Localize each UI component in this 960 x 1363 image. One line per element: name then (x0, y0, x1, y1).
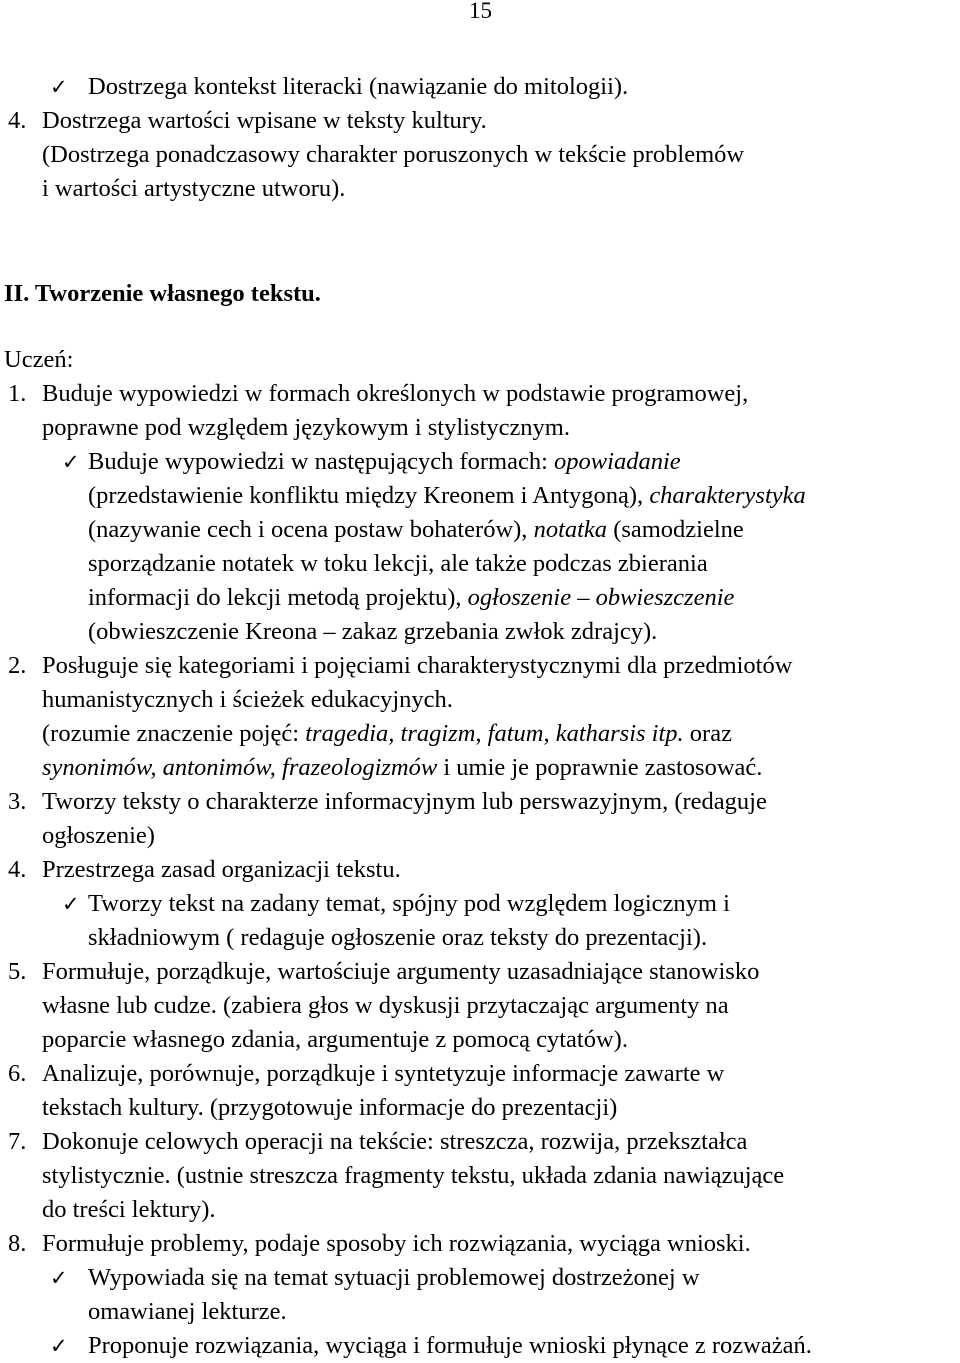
item-number: 8. (8, 1230, 27, 1257)
item-number: 6. (8, 1060, 27, 1087)
page-number: 15 (469, 0, 492, 23)
list-item-2 (0, 649, 792, 785)
item-text: Formułuje, porządkuje, wartościuje argumenty uzasadniające stanowisko (42, 958, 760, 985)
sub-italic-term: notatka (533, 516, 608, 543)
sub-text: (nazywanie cech i ocena postaw bohaterów), (88, 516, 534, 543)
intro-check-item (0, 70, 628, 104)
sub-italic-term: opowiadanie (554, 448, 681, 475)
sub-text: (przedstawienie konfliktu między Kreonem i Antygoną), (88, 482, 650, 509)
student-label-text: Uczeń: (4, 346, 74, 373)
sub-text-line: (obwieszczenie Kreona – zakaz grzebania zwłok zdrajcy). (88, 618, 658, 645)
sub-text: Buduje wypowiedzi w następujących formach: (88, 448, 555, 475)
sub-text-line: składniowym ( redaguje ogłoszenie oraz teksty do prezentacji). (88, 924, 708, 951)
item-text: i umie je poprawnie zastosować. (437, 754, 763, 781)
list-item-1 (0, 377, 748, 445)
item-text-line: poprawne pod względem językowym i stylistycznym. (42, 414, 570, 441)
checkmark-icon: ✓ (50, 1266, 68, 1290)
list-item-8 (0, 1227, 751, 1261)
sub-italic-term: ogłoszenie – obwieszczenie (467, 584, 735, 611)
item-text-line: tekstach kultury. (przygotowuje informacje do prezentacji) (42, 1094, 618, 1121)
item-text: Dostrzega wartości wpisane w teksty kultury. (42, 107, 487, 134)
item-number: 4. (8, 107, 27, 134)
item-text-line: do treści lektury). (42, 1196, 216, 1223)
sub-text-line: Wypowiada się na temat sytuacji problemowej dostrzeżonej w (88, 1264, 700, 1291)
sub-italic-term: charakterystyka (649, 482, 806, 509)
list-item-6 (0, 1057, 724, 1125)
item-number: 3. (8, 788, 27, 815)
item-number: 4. (8, 856, 27, 883)
intro-check-text: Dostrzega kontekst literacki (nawiązanie do mitologii). (88, 73, 629, 100)
item-text: Dokonuje celowych operacji na tekście: streszcza, rozwija, przekształca (42, 1128, 748, 1155)
item-text-line: (Dostrzega ponadczasowy charakter poruszonych w tekście problemów (42, 141, 745, 168)
student-label (0, 343, 73, 377)
item-number: 5. (8, 958, 27, 985)
list-item-8-sub-2 (0, 1329, 812, 1363)
item-text: Formułuje problemy, podaje sposoby ich rozwiązania, wyciąga wnioski. (42, 1230, 751, 1257)
item-text-line: poparcie własnego zdania, argumentuje z pomocą cytatów). (42, 1026, 628, 1053)
item-text-line: stylistycznie. (ustnie streszcza fragmenty tekstu, układa zdania nawiązujące (42, 1162, 785, 1189)
item-number: 2. (8, 652, 27, 679)
sub-text-line: omawianej lekturze. (88, 1298, 287, 1325)
item-text-line: i wartości artystyczne utworu). (42, 175, 346, 202)
sub-text: (samodzielne (607, 516, 744, 543)
item-text-line: humanistycznych i ścieżek edukacyjnych. (42, 686, 453, 713)
item-text: Tworzy teksty o charakterze informacyjnym lub perswazyjnym, (redaguje (42, 788, 767, 815)
checkmark-icon: ✓ (50, 75, 68, 99)
item-text-line: własne lub cudze. (zabiera głos w dyskusji przytaczając argumenty na (42, 992, 729, 1019)
item-number: 1. (8, 380, 27, 407)
heading-text: II. Tworzenie własnego tekstu. (4, 280, 321, 307)
item-text: Posługuje się kategoriami i pojęciami charakterystycznymi dla przedmiotów (42, 652, 793, 679)
sub-text-line: Proponuje rozwiązania, wyciąga i formułuje wnioski płynące z rozważań. (88, 1332, 812, 1359)
item-text: (rozumie znaczenie pojęć: (42, 720, 306, 747)
checkmark-icon: ✓ (50, 1334, 68, 1358)
italic-terms: synonimów, antonimów, frazeologizmów (42, 754, 438, 781)
checkmark-icon: ✓ (62, 450, 80, 474)
item-text: oraz (683, 720, 732, 747)
italic-terms: tragedia, tragizm, fatum, katharsis itp. (305, 720, 684, 747)
item-text: Buduje wypowiedzi w formach określonych w podstawie programowej, (42, 380, 749, 407)
list-item-8-sub-1 (0, 1261, 700, 1329)
sub-text-line: Tworzy tekst na zadany temat, spójny pod względem logicznym i (88, 890, 730, 917)
item-text-line: ogłoszenie) (42, 822, 155, 849)
sub-text: informacji do lekcji metodą projektu), (88, 584, 468, 611)
checkmark-icon: ✓ (62, 892, 80, 916)
list-item-4-sub (0, 887, 730, 955)
section-heading (0, 277, 321, 311)
list-item-4-intro (0, 104, 744, 206)
item-number: 7. (8, 1128, 27, 1155)
list-item-1-sub (0, 445, 806, 649)
sub-text-line: sporządzanie notatek w toku lekcji, ale także podczas zbierania (88, 550, 708, 577)
item-text: Przestrzega zasad organizacji tekstu. (42, 856, 401, 883)
list-item-5 (0, 955, 759, 1057)
list-item-3 (0, 785, 767, 853)
list-item-7 (0, 1125, 784, 1227)
item-text: Analizuje, porównuje, porządkuje i syntetyzuje informacje zawarte w (42, 1060, 725, 1087)
list-item-4 (0, 853, 401, 887)
